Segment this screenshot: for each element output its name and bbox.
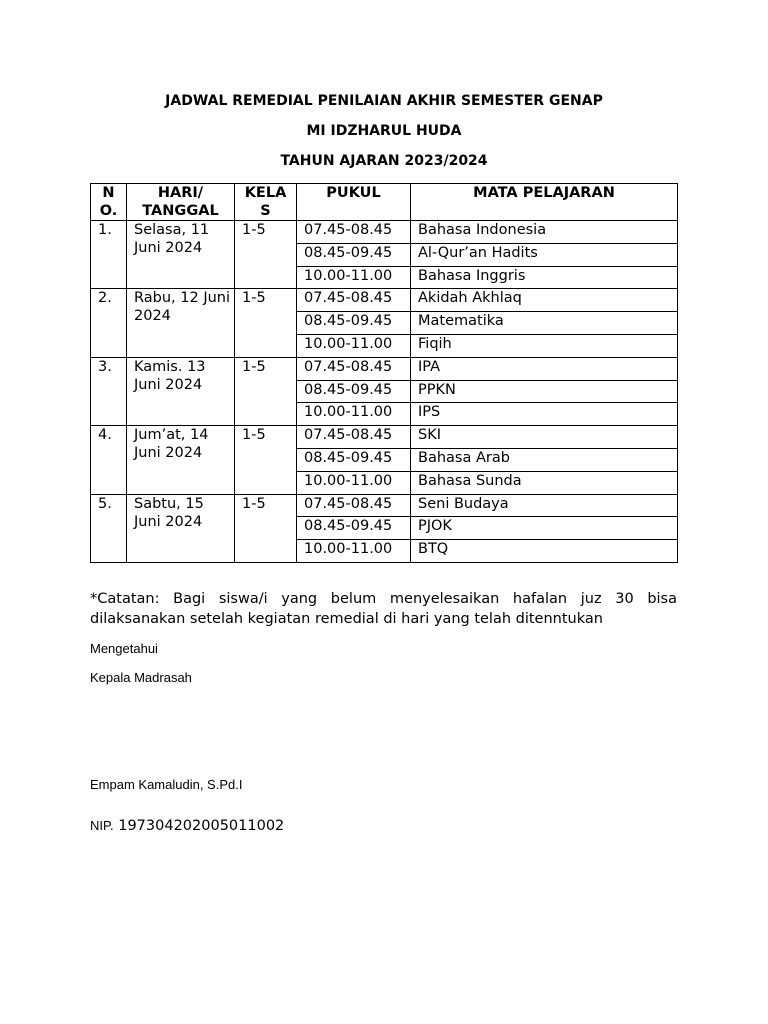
nip-label: NIP. — [90, 818, 114, 833]
day-number: 2. — [91, 289, 127, 357]
header-time: PUKUL — [297, 184, 411, 221]
session-time: 08.45-09.45 — [297, 448, 411, 471]
session-subject: Akidah Akhlaq — [411, 289, 678, 312]
header-subject: MATA PELAJARAN — [411, 184, 678, 221]
document-title: JADWAL REMEDIAL PENILAIAN AKHIR SEMESTER GENAP — [165, 93, 603, 109]
session-time: 10.00-11.00 — [297, 403, 411, 426]
day-number: 3. — [91, 357, 127, 425]
day-class: 1-5 — [235, 357, 297, 425]
acknowledged-label: Mengetahui — [90, 641, 158, 656]
header-no: N O. — [91, 184, 127, 221]
day-date: Selasa, 11 Juni 2024 — [127, 221, 235, 289]
header-class: KELA S — [235, 184, 297, 221]
day-number: 5. — [91, 494, 127, 562]
table-row — [91, 221, 678, 244]
session-time: 07.45-08.45 — [297, 221, 411, 244]
session-subject: Bahasa Sunda — [411, 471, 678, 494]
day-date: Jum’at, 14 Juni 2024 — [127, 426, 235, 494]
session-subject: PPKN — [411, 380, 678, 403]
nip-line — [90, 817, 284, 835]
session-time: 08.45-09.45 — [297, 380, 411, 403]
day-number: 1. — [91, 221, 127, 289]
session-time: 08.45-09.45 — [297, 517, 411, 540]
header-day: HARI/ TANGGAL — [127, 184, 235, 221]
nip-value: 197304202005011002 — [118, 818, 285, 834]
session-time: 10.00-11.00 — [297, 334, 411, 357]
session-subject: IPS — [411, 403, 678, 426]
day-class: 1-5 — [235, 221, 297, 289]
table-row — [91, 494, 678, 517]
session-time: 07.45-08.45 — [297, 289, 411, 312]
session-time: 07.45-08.45 — [297, 357, 411, 380]
day-date: Rabu, 12 Juni 2024 — [127, 289, 235, 357]
session-subject: IPA — [411, 357, 678, 380]
session-subject: Al-Qur’an Hadits — [411, 243, 678, 266]
day-date: Kamis. 13 Juni 2024 — [127, 357, 235, 425]
academic-year: TAHUN AJARAN 2023/2024 — [280, 153, 488, 169]
session-time: 07.45-08.45 — [297, 494, 411, 517]
day-class: 1-5 — [235, 494, 297, 562]
signatory-name: Empam Kamaludin, S.Pd.I — [90, 777, 243, 792]
table-row — [91, 426, 678, 449]
session-subject: BTQ — [411, 540, 678, 563]
session-time: 10.00-11.00 — [297, 540, 411, 563]
schedule-table — [90, 183, 678, 563]
day-date: Sabtu, 15 Juni 2024 — [127, 494, 235, 562]
school-name: MI IDZHARUL HUDA — [306, 123, 462, 139]
session-subject: Matematika — [411, 312, 678, 335]
session-time: 08.45-09.45 — [297, 312, 411, 335]
session-time: 08.45-09.45 — [297, 243, 411, 266]
session-time: 10.00-11.00 — [297, 266, 411, 289]
session-subject: Bahasa Inggris — [411, 266, 678, 289]
session-time: 10.00-11.00 — [297, 471, 411, 494]
day-number: 4. — [91, 426, 127, 494]
day-class: 1-5 — [235, 426, 297, 494]
session-time: 07.45-08.45 — [297, 426, 411, 449]
table-header-row — [91, 184, 678, 221]
session-subject: Bahasa Indonesia — [411, 221, 678, 244]
position-label: Kepala Madrasah — [90, 670, 192, 685]
table-row — [91, 357, 678, 380]
session-subject: PJOK — [411, 517, 678, 540]
note-paragraph: *Catatan: Bagi siswa/i yang belum menyelesaikan hafalan juz 30 bisa dilaksanakan setelah kegiatan remedial di hari yang telah ditenntukan — [90, 591, 677, 627]
day-class: 1-5 — [235, 289, 297, 357]
session-subject: Fiqih — [411, 334, 678, 357]
session-subject: SKI — [411, 426, 678, 449]
table-row — [91, 289, 678, 312]
session-subject: Bahasa Arab — [411, 448, 678, 471]
session-subject: Seni Budaya — [411, 494, 678, 517]
